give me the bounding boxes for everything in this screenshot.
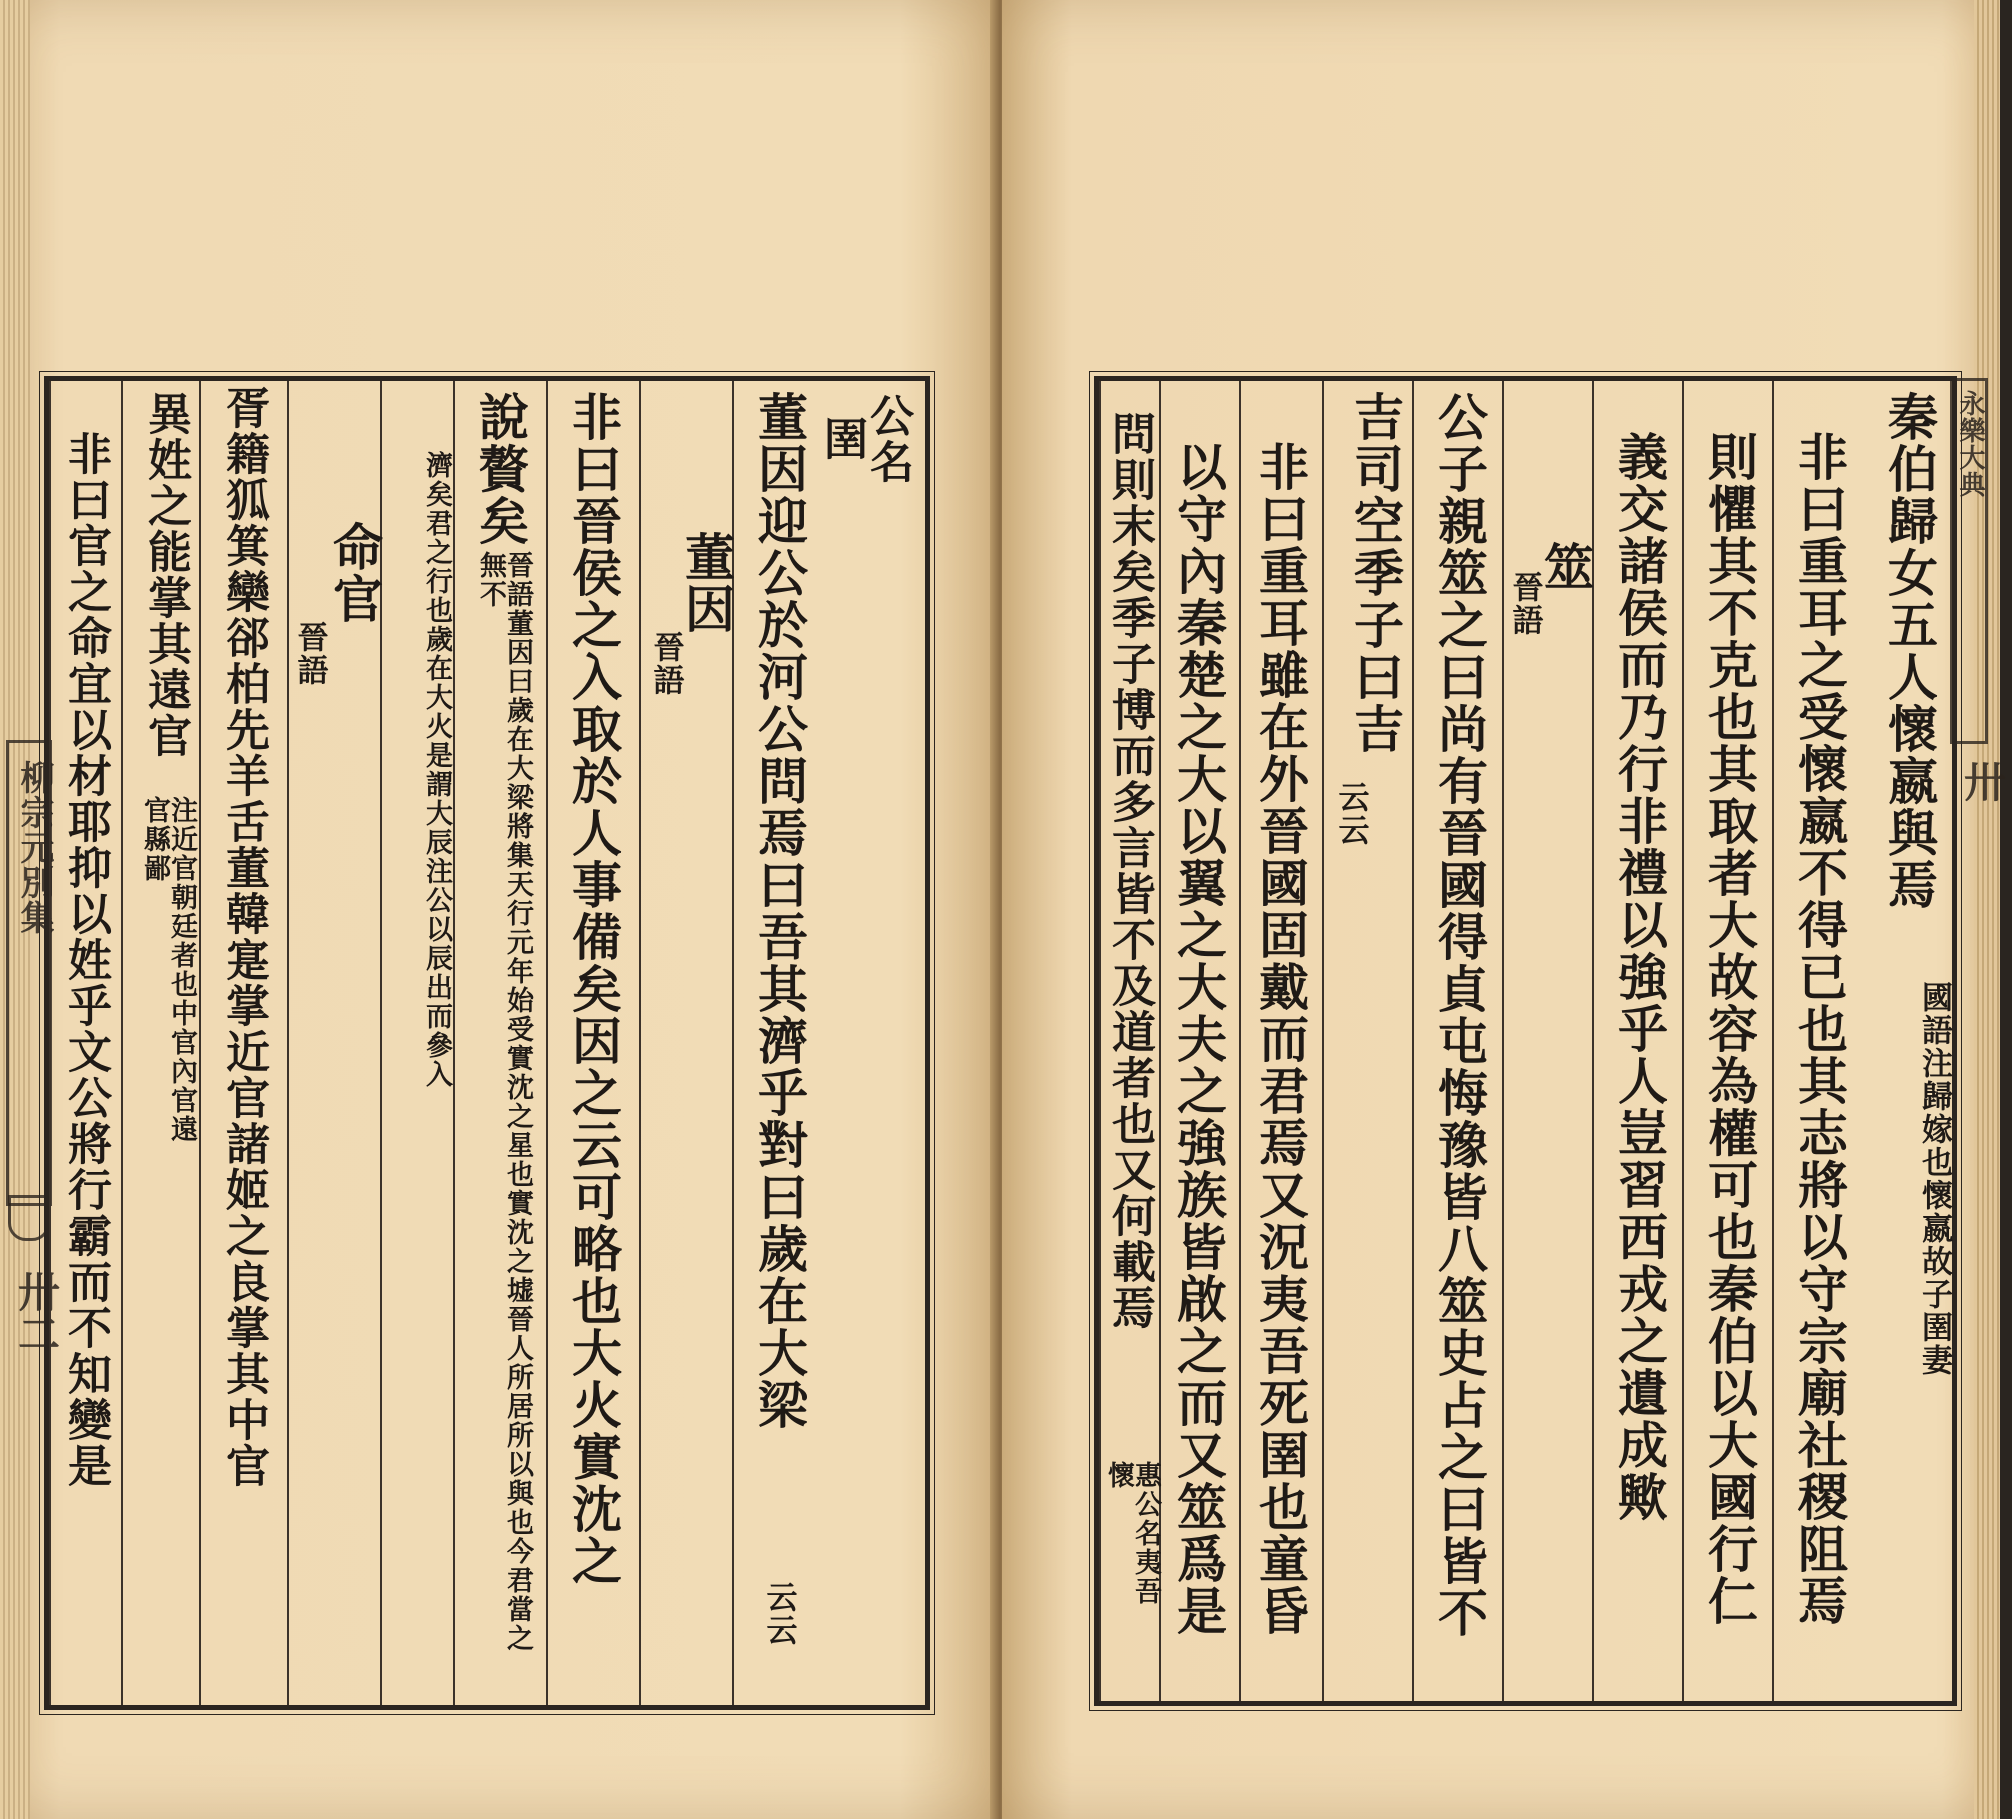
column-text: 秦伯歸女五人懷嬴與焉: [1880, 391, 1939, 911]
leaf-number-right: 卅: [1958, 760, 2007, 802]
column-text: 胥籍狐箕欒郤柏先羊舌董韓寔掌近官諸姬之良掌其中官: [218, 385, 269, 1489]
text-column-2: [732, 381, 825, 1705]
column-note: 云云: [1332, 781, 1369, 847]
column-note: 云云: [760, 1581, 797, 1647]
column-text: 筮: [1536, 541, 1595, 593]
text-column-1: [1862, 381, 1952, 1701]
page-edges-right: [1974, 0, 2000, 1819]
column-text: 吉司空季子曰吉: [1346, 391, 1405, 755]
margin-title-right: 永樂大典: [1955, 390, 1985, 498]
column-text: 命官: [325, 521, 384, 625]
column-text: 非曰重耳之受懷嬴不得已也其志將以守宗廟社稷阻焉: [1790, 431, 1849, 1627]
column-note: 國語注歸嫁也懷嬴故子圉妻: [1916, 981, 1952, 1377]
column-note: 晉語: [291, 621, 328, 687]
column-note: 濟矣君之行也歲在大火是謂大辰注公以辰出而參入: [421, 451, 452, 1089]
column-text: 問則末矣季子博而多言皆不及道者也又何載焉: [1104, 411, 1155, 1331]
column-note: 晉語: [1506, 571, 1543, 637]
text-column-4: [1592, 381, 1682, 1701]
text-column-6: [380, 381, 453, 1705]
text-column-4: [546, 381, 639, 1705]
column-text: 非曰官之命宜以材耶抑以姓乎文公將行霸而不知變是: [60, 431, 111, 1489]
column-text: 非曰晉侯之入取於人事備矣因之云可略也大火實沈之: [564, 391, 623, 1587]
text-block-left: [44, 376, 930, 1710]
leaf-number-left: 卅二: [12, 1270, 61, 1354]
text-column-3: [639, 381, 736, 1705]
column-text: 公名: [862, 393, 913, 485]
column-note: 注近官朝廷者也中官內官遠官縣鄙: [139, 796, 197, 1144]
left-page: [0, 0, 998, 1819]
margin-title-left: 柳宗元別集: [14, 760, 54, 935]
right-page: [1002, 0, 2007, 1819]
column-text: 異姓之能掌其遠官: [140, 391, 191, 759]
text-column-9: [121, 381, 199, 1705]
text-column-10: [1099, 381, 1159, 1701]
column-text: 義交諸侯而乃行非禮以強乎人豈習西戎之遺成歟: [1610, 431, 1669, 1523]
text-column-5: [453, 381, 546, 1705]
text-column-6: [1412, 381, 1502, 1701]
column-note: 圉: [816, 416, 867, 462]
text-column-8: [1239, 381, 1322, 1701]
text-column-9: [1159, 381, 1239, 1701]
text-column-5: [1502, 381, 1595, 1701]
column-text: 董因: [677, 531, 736, 635]
column-note: 惠公名夷吾懷: [1103, 1461, 1161, 1606]
text-column-8: [199, 381, 287, 1705]
column-note: 晉語: [647, 631, 684, 697]
text-column-2: [1772, 381, 1862, 1701]
column-note: 晉語董因曰歲在大梁將集天行元年始受實沈之星也實沈之墟晉人所居所以與也今君當之無不: [475, 551, 533, 1653]
column-text: 公子親筮之曰尚有晉國得貞屯悔豫皆八筮史占之曰皆不: [1430, 391, 1489, 1639]
column-text: 董因迎公於河公問焉曰吾其濟乎對曰歲在大梁: [750, 391, 809, 1431]
text-column-7: [287, 381, 384, 1705]
column-text: 以守內秦楚之大以翼之大夫之強族皆啟之而又筮爲是: [1169, 441, 1228, 1637]
column-text: 說贅矣: [471, 391, 530, 547]
text-column-3: [1682, 381, 1772, 1701]
column-text: 非曰重耳雖在外晉國固戴而君焉又況夷吾死圉也童昏: [1251, 441, 1310, 1637]
text-block-right: [1094, 376, 1957, 1706]
text-column-7: [1322, 381, 1412, 1701]
column-text: 則懼其不克也其取者大故容為權可也秦伯以大國行仁: [1700, 431, 1759, 1627]
text-column-10: [49, 381, 121, 1705]
text-column-1: [816, 381, 925, 1705]
